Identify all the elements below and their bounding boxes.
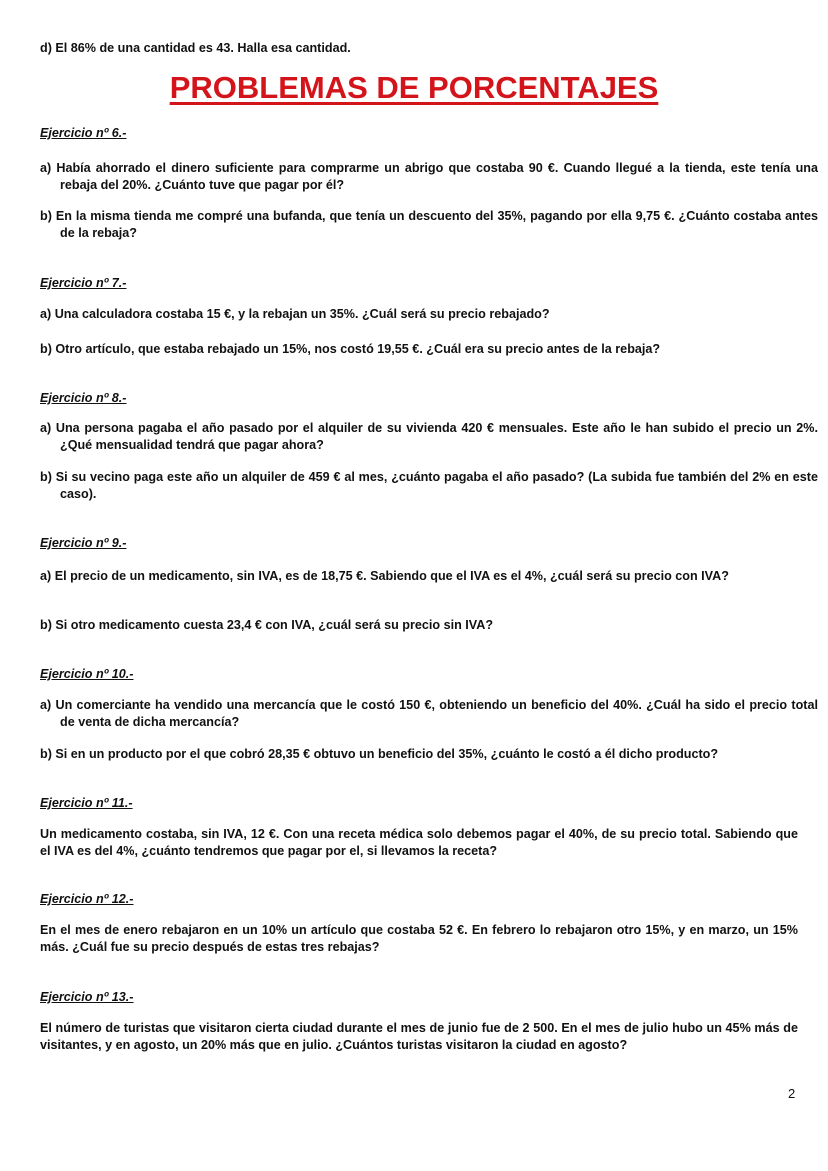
exercise-11-heading: Ejercicio nº 11.-	[40, 796, 133, 810]
exercise-7-item-a: a) Una calculadora costaba 15 €, y la rebajan un 35%. ¿Cuál será su precio rebajado?	[40, 307, 550, 321]
exercise-8-heading: Ejercicio nº 8.-	[40, 391, 127, 405]
exercise-10-item-a: a) Un comerciante ha vendido una mercancía que le costó 150 €, obteniendo un beneficio del 40%. ¿Cuál ha sido el precio total de venta de dicha mercancía?	[40, 698, 818, 729]
exercise-10-item-b: b) Si en un producto por el que cobró 28,35 € obtuvo un beneficio del 35%, ¿cuánto le costó a él dicho producto?	[40, 747, 719, 761]
exercise-12-heading: Ejercicio nº 12.-	[40, 892, 134, 906]
exercise-13-heading: Ejercicio nº 13.-	[40, 990, 134, 1004]
exercise-7-item-b: b) Otro artículo, que estaba rebajado un 15%, nos costó 19,55 €. ¿Cuál era su precio antes de la rebaja?	[40, 342, 661, 356]
exercise-9-heading: Ejercicio nº 9.-	[40, 536, 127, 550]
exercise-12-text: En el mes de enero rebajaron en un 10% un artículo que costaba 52 €. En febrero lo rebajaron otro 15%, y en marzo, un 15% más. ¿Cuál fue su precio después de estas tres rebajas?	[40, 923, 798, 954]
exercise-6-item-a: a) Había ahorrado el dinero suficiente para comprarme un abrigo que costaba 90 €. Cuando llegué a la tienda, este tenía una rebaja del 20%. ¿Cuánto tuve que pagar por él?	[40, 161, 818, 192]
page-title: PROBLEMAS DE PORCENTAJES	[169, 70, 659, 105]
exercise-9-item-a: a) El precio de un medicamento, sin IVA, es de 18,75 €. Sabiendo que el IVA es el 4%, ¿cuál será su precio con IVA?	[40, 569, 729, 583]
exercise-6-item-b: b) En la misma tienda me compré una bufanda, que tenía un descuento del 35%, pagando por ella 9,75 €. ¿Cuánto costaba antes de la rebaja?	[40, 209, 818, 240]
exercise-10-heading: Ejercicio nº 10.-	[40, 667, 134, 681]
exercise-11-text: Un medicamento costaba, sin IVA, 12 €. Con una receta médica solo debemos pagar el 40%, de su precio total. Sabiendo que el IVA es del 4%, ¿cuánto tendremos que pagar por el, si llevamos la receta?	[40, 827, 798, 858]
exercise-9-item-b: b) Si otro medicamento cuesta 23,4 € con IVA, ¿cuál será su precio sin IVA?	[40, 618, 494, 632]
exercise-8-item-a: a) Una persona pagaba el año pasado por el alquiler de su vivienda 420 € mensuales. Este año le han subido el precio un 2%. ¿Qué mensualidad tendrá que pagar ahora?	[40, 421, 818, 452]
exercise-13-text: El número de turistas que visitaron cierta ciudad durante el mes de junio fue de 2 500. En el mes de julio hubo un 45% más de visitantes, y en agosto, un 20% más que en julio. ¿Cuántos turistas visitaron la ciudad en agosto?	[40, 1021, 798, 1052]
exercise-7-heading: Ejercicio nº 7.-	[40, 276, 127, 290]
page-number: 2	[788, 1086, 796, 1101]
exercise-8-item-b: b) Si su vecino paga este año un alquiler de 459 € al mes, ¿cuánto pagaba el año pasado? (La subida fue también del 2% en este caso).	[40, 470, 818, 501]
previous-item-d: d) El 86% de una cantidad es 43. Halla esa cantidad.	[40, 41, 351, 55]
exercise-6-heading: Ejercicio nº 6.-	[40, 126, 127, 140]
